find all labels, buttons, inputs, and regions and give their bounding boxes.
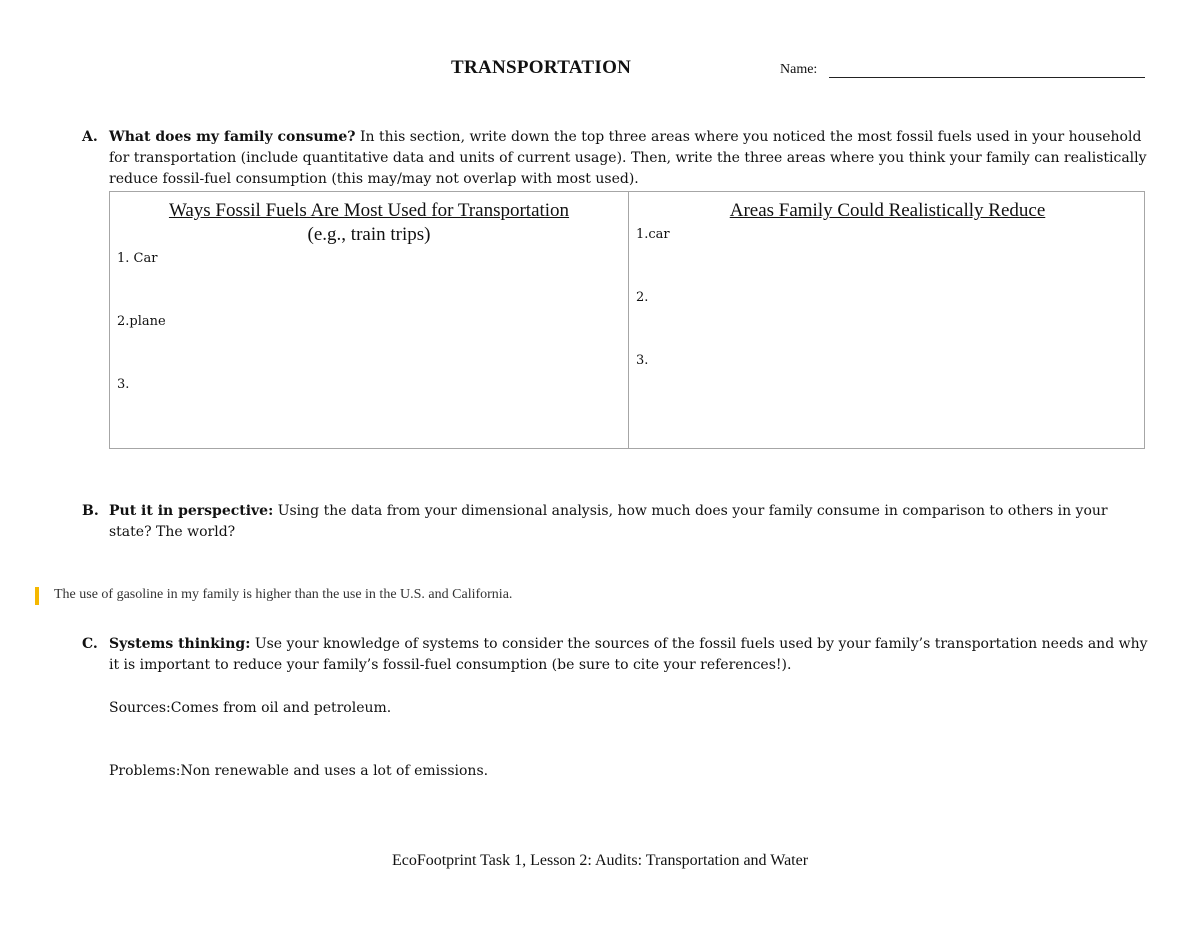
section-a-prompt <box>109 127 1149 190</box>
section-b-answer[interactable]: The use of gasoline in my family is higher than the use in the U.S. and California. <box>54 587 513 602</box>
comment-marker <box>35 587 39 605</box>
section-a-text: In this section, write down the top three areas where you noticed the most fossil fuels used in your household for transportation (include quantitative data and units of current usage). Then, write the three areas where you think your family can realistically reduce fossil-fuel consumption (this may/may not overlap with most used). <box>109 129 1147 187</box>
section-c-sources[interactable]: Sources:Comes from oil and petroleum. <box>109 700 392 716</box>
section-c-prompt <box>109 634 1149 676</box>
table-right-header: Areas Family Could Realistically Reduce <box>729 200 1046 221</box>
page-title: TRANSPORTATION <box>451 57 632 78</box>
section-b-text: Using the data from your dimensional analysis, how much does your family consume in comparison to others in your state? The world? <box>109 503 1108 540</box>
section-b-prompt <box>109 501 1149 543</box>
table-left-subheader: (e.g., train trips) <box>307 224 431 245</box>
section-c-bold-lead: Systems thinking: <box>109 636 251 652</box>
section-c-text: Use your knowledge of systems to consider the sources of the fossil fuels used by your family’s transportation needs and why it is important to reduce your family’s fossil-fuel consumption (be sure to cite your references!). <box>109 636 1148 673</box>
section-b-bold-lead: Put it in perspective: <box>109 503 274 519</box>
name-label: Name: <box>780 62 818 77</box>
left-item-1[interactable]: 1. Car <box>117 251 158 266</box>
right-item-2[interactable]: 2. <box>636 290 649 305</box>
right-item-3[interactable]: 3. <box>636 353 649 368</box>
table-divider <box>628 192 629 448</box>
section-c-letter: C. <box>82 636 98 652</box>
left-item-3[interactable]: 3. <box>117 377 130 392</box>
left-item-2[interactable]: 2.plane <box>117 314 166 329</box>
right-item-1[interactable]: 1.car <box>636 227 670 242</box>
section-a-bold-lead: What does my family consume? <box>109 129 356 145</box>
section-a-letter: A. <box>82 129 98 145</box>
name-field-line[interactable] <box>829 77 1145 78</box>
table-left-header: Ways Fossil Fuels Are Most Used for Transportation <box>168 200 570 221</box>
consumption-table <box>109 191 1145 449</box>
section-c-problems[interactable]: Problems:Non renewable and uses a lot of emissions. <box>109 763 489 779</box>
page-footer: EcoFootprint Task 1, Lesson 2: Audits: Transportation and Water <box>391 852 809 869</box>
section-b-letter: B. <box>82 503 99 519</box>
